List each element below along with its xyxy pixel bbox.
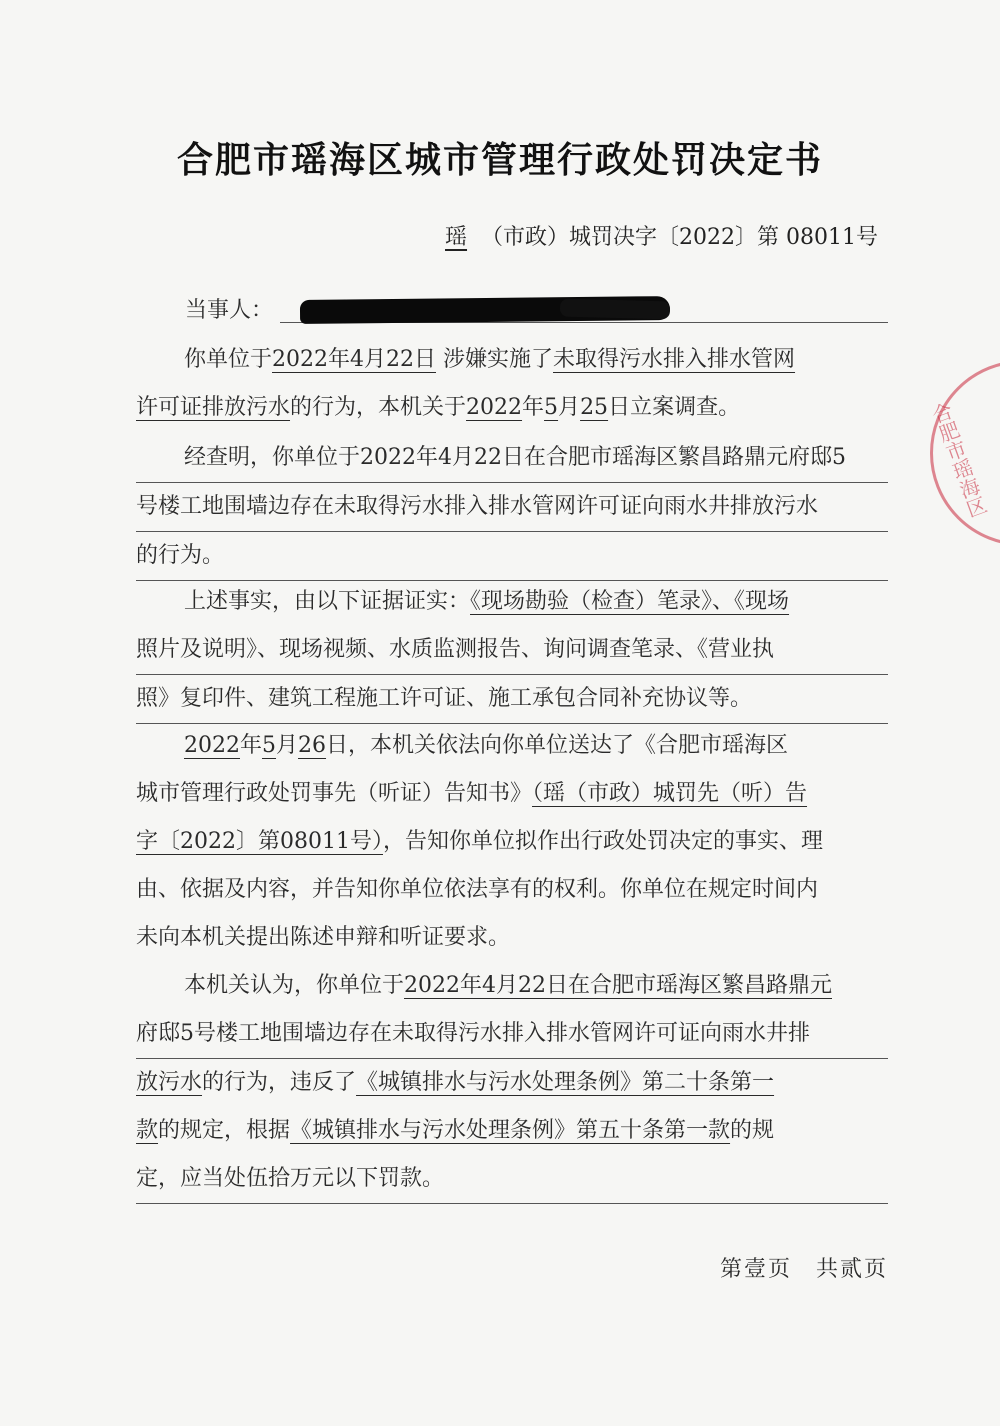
page-footer: 第壹页 共贰页	[719, 1257, 888, 1282]
text-line: 经查明，你单位于2022年4月22日在合肥市瑶海区繁昌路鼎元府邸5	[136, 434, 888, 483]
paragraph-evidence	[136, 578, 888, 724]
redaction-mark	[560, 299, 670, 320]
text-line: 上述事实，由以下证据证实：《现场勘验（检查）笔录》、《现场	[184, 589, 790, 614]
paragraph-case-opening	[136, 336, 888, 432]
text-line: 照片及说明》、现场视频、水质监测报告、询问调查笔录、《营业执	[136, 626, 888, 675]
document-number	[431, 220, 878, 251]
text-line: 的行为。	[136, 532, 888, 581]
text-line: 由、依据及内容，并告知你单位依法享有的权利。你单位在规定时间内	[136, 877, 819, 902]
text-line: 未向本机关提出陈述申辩和听证要求。	[136, 925, 511, 950]
text-line: 定，应当处伍拾万元以下罚款。	[136, 1155, 888, 1204]
text-line: 字〔2022〕第08011号），告知你单位拟作出行政处罚决定的事实、理	[136, 829, 823, 854]
text-line: 你单位于2022年4月22日 涉嫌实施了未取得污水排入排水管网	[184, 347, 796, 372]
text-line: 府邸5号楼工地围墙边存在未取得污水排入排水管网许可证向雨水井排	[136, 1010, 888, 1059]
party-label: 当事人：	[185, 298, 274, 323]
text-line: 放污水的行为，违反了《城镇排水与污水处理条例》第二十条第一	[136, 1070, 775, 1095]
paragraph-notice	[136, 722, 888, 962]
document-title: 合肥市瑶海区城市管理行政处罚决定书	[176, 139, 823, 181]
doc-number-prefix: 瑶	[445, 225, 468, 250]
text-line: 城市管理行政处罚事先（听证）告知书》（瑶（市政）城罚先（听）告	[136, 781, 808, 806]
text-line: 款的规定，根据《城镇排水与污水处理条例》第五十条第一款的规	[136, 1118, 775, 1143]
paragraph-findings	[136, 434, 888, 581]
text-line: 本机关认为，你单位于2022年4月22日在合肥市瑶海区繁昌路鼎元	[184, 973, 832, 998]
text-line: 号楼工地围墙边存在未取得污水排入排水管网许可证向雨水井排放污水	[136, 483, 888, 532]
seal-text: 合肥市瑶海区	[926, 399, 990, 521]
text-line: 许可证排放污水的行为，本机关于2022年5月25日立案调查。	[136, 395, 741, 420]
text-line: 照》复印件、建筑工程施工许可证、施工承包合同补充协议等。	[136, 675, 888, 724]
paragraph-decision	[136, 962, 888, 1204]
text-line: 2022年5月26日，本机关依法向你单位送达了《合肥市瑶海区	[184, 733, 789, 758]
doc-number-rest: （市政）城罚决字〔2022〕第 08011号	[481, 225, 878, 250]
